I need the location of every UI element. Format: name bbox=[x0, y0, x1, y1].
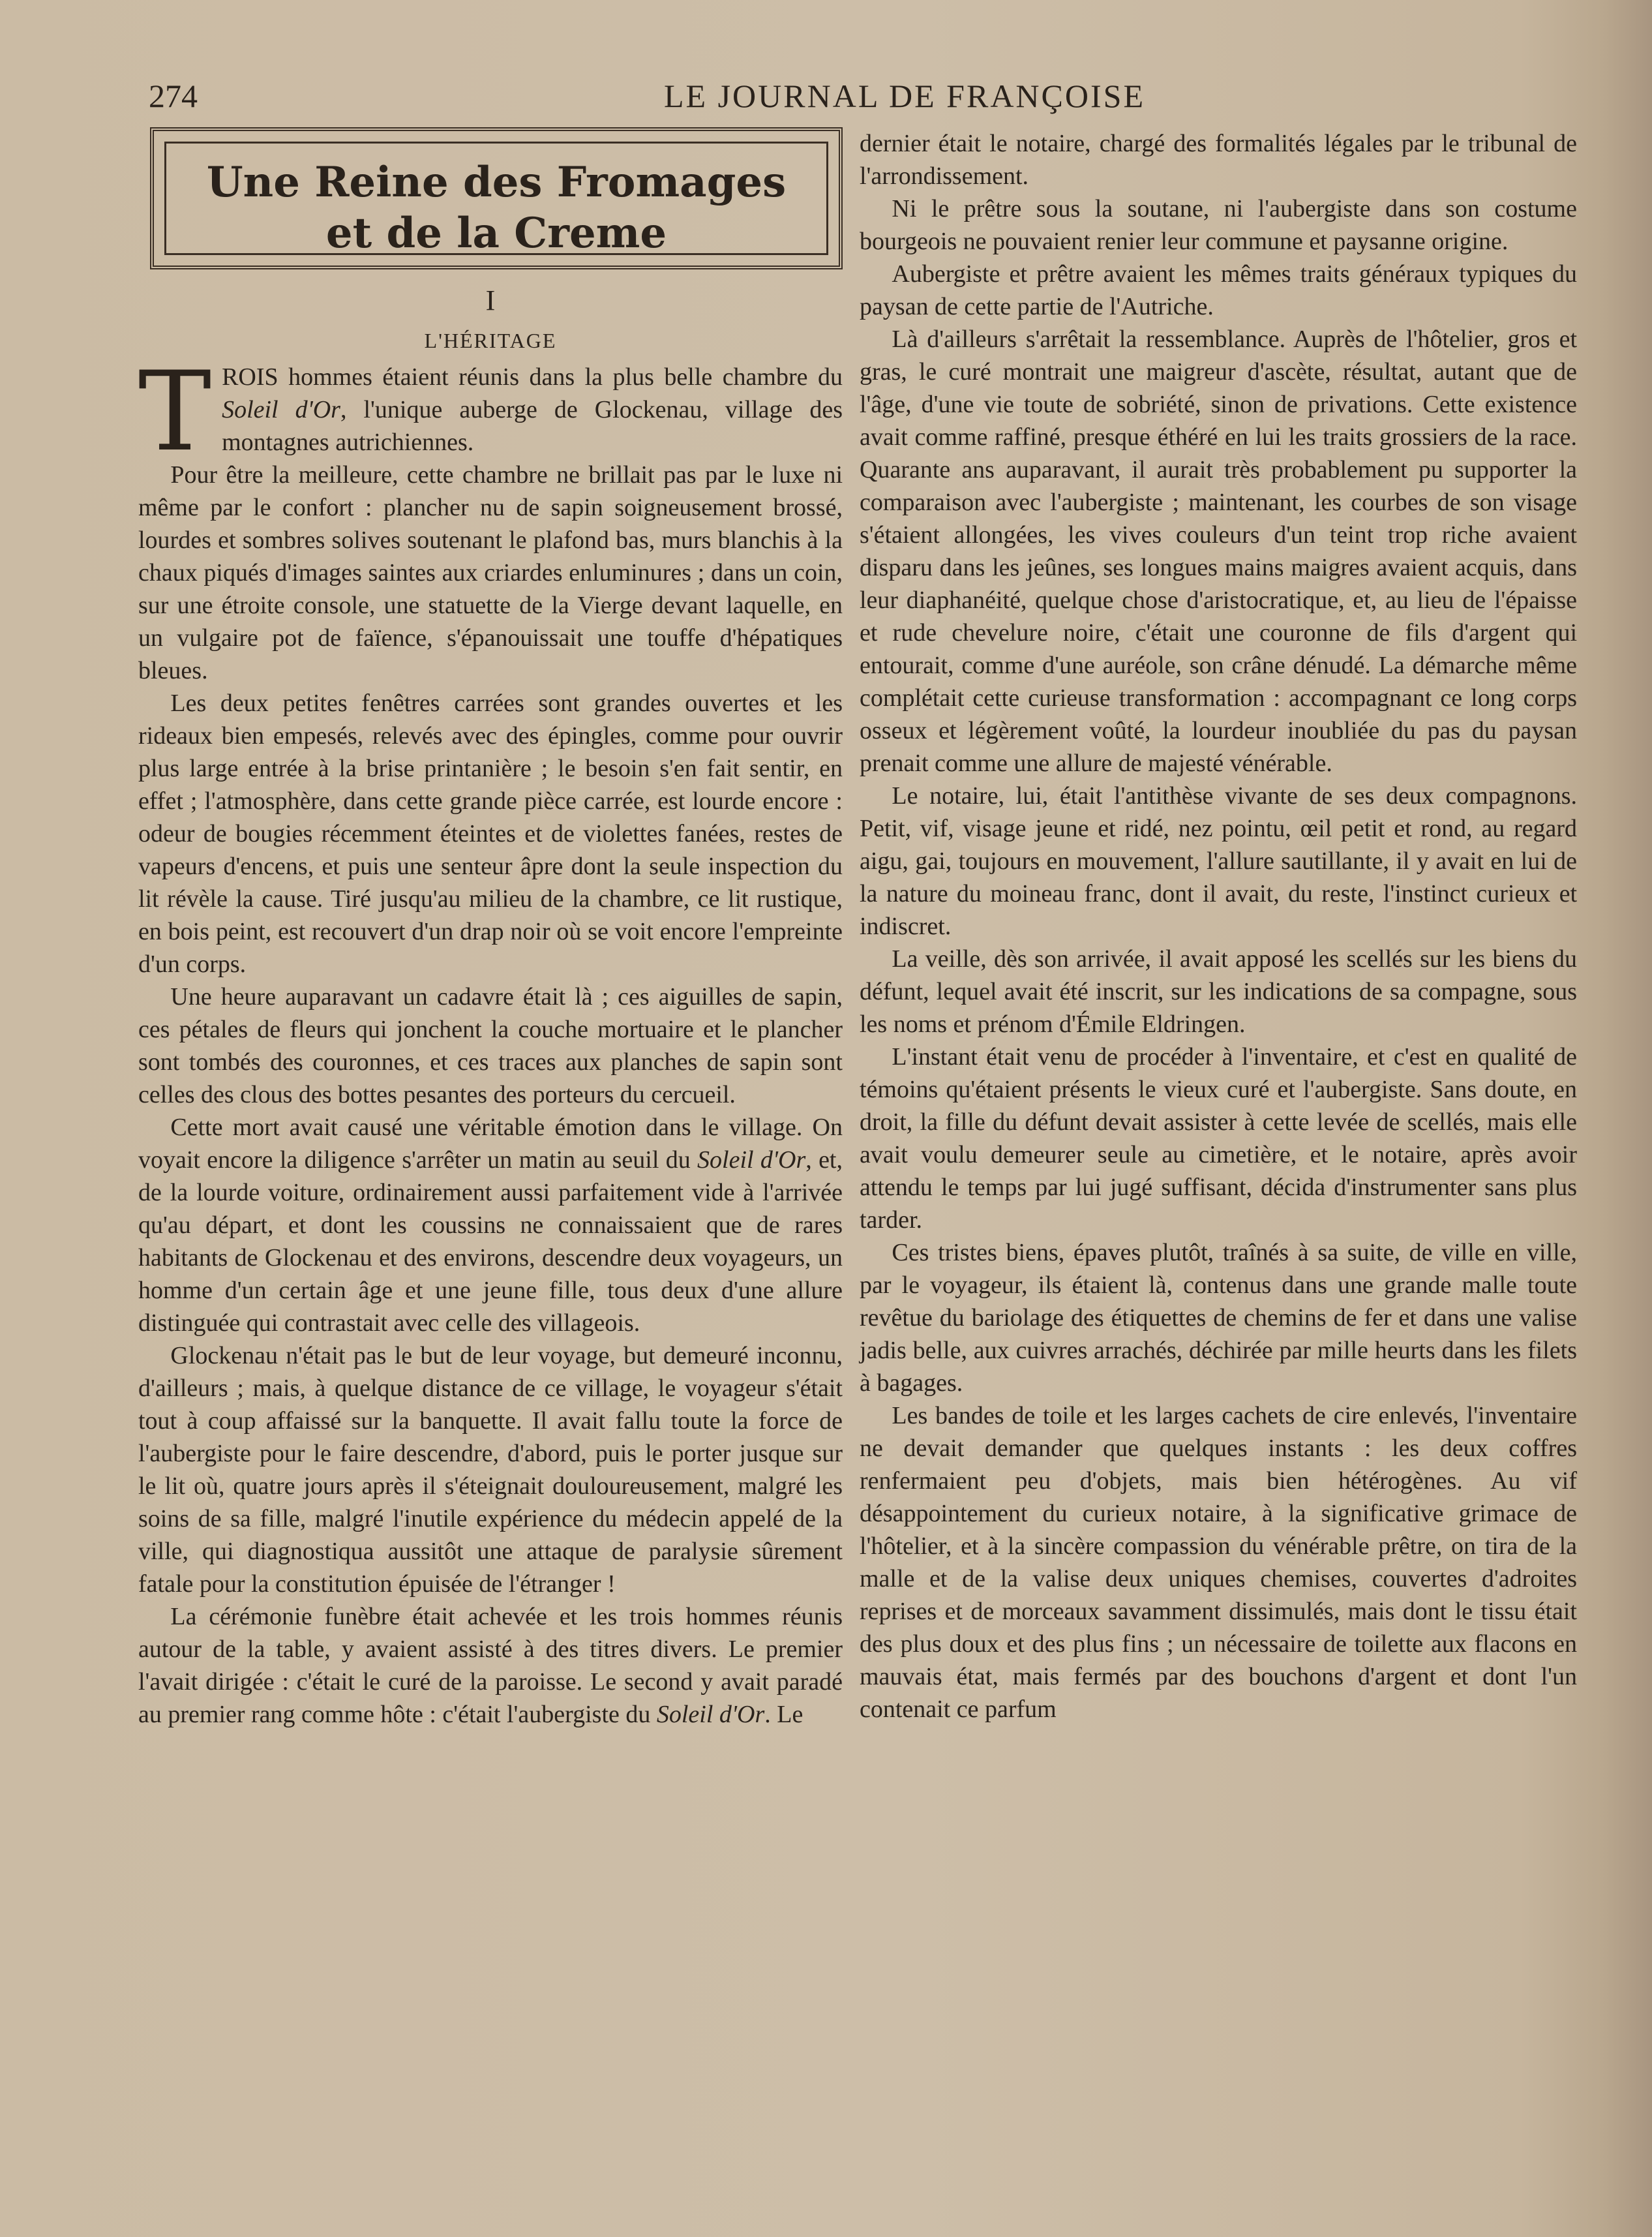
paragraph: Aubergiste et prêtre avaient les mêmes traits généraux typiques du paysan de cette partie de l'Autriche. bbox=[860, 260, 1577, 320]
article-title-line-1: Une Reine des Fromages bbox=[206, 158, 787, 207]
right-column bbox=[860, 127, 1577, 1726]
paragraph: Ni le prêtre sous la soutane, ni l'aubergiste dans son costume bourgeois ne pouvaient renier leur commune et paysanne origine. bbox=[860, 195, 1577, 255]
paragraph: Le notaire, lui, était l'antithèse vivante de ses deux compagnons. Petit, vif, visage jeune et ridé, nez pointu, œil petit et rond, au regard aigu, gai, toujours en mouvement, l'allure sautillante, il y avait en lui de la nature du moineau franc, dont il avait, du reste, l'instinct curieux et indiscret. bbox=[860, 782, 1577, 940]
paragraph: Une heure auparavant un cadavre était là ; ces aiguilles de sapin, ces pétales de fleurs qui jonchent la couche mortuaire et le plancher sont tombés des couronnes, et ces traces aux planches de sapin sont celles des clous des bottes pesantes des porteurs du cercueil. bbox=[138, 983, 843, 1108]
paragraph: Ces tristes biens, épaves plutôt, traînés à sa suite, de ville en ville, par le voyageur, ils étaient là, contenus dans une grande malle toute revêtue du bariolage des étiquettes de chemins de fer et dans une valise jadis belle, aux cuivres arrachés, déchirée par mille heurts dans les filets à bagages. bbox=[860, 1239, 1577, 1397]
journal-title: LE JOURNAL DE FRANÇOISE bbox=[664, 78, 1145, 114]
paragraph: Les bandes de toile et les larges cachets de cire enlevés, l'inventaire ne devait demander que quelques instants : les deux coffres renfermaient peu d'objets, mais bien hétérogènes. Au vif désappointement du curieux notaire, à la significative grimace de l'hôtelier, et à la sincère compassion du vénérable prêtre, on tira de la malle et de la valise deux uniques chemises, couvertes d'adroites reprises et de morceaux savamment dissimulés, mais dont le tissu était des plus doux et des plus fins ; un nécessaire de toilette aux flacons en mauvais état, mais fermés par des bouchons d'argent et dont l'un contenait ce parfum bbox=[860, 1402, 1577, 1723]
title-frame bbox=[150, 127, 843, 269]
paragraph: Glockenau n'était pas le but de leur voyage, but demeuré inconnu, d'ailleurs ; mais, à quelque distance de ce village, le voyageur s'était tout à coup affaissé sur la banquette. Il avait fallu toute la force de l'aubergiste pour le faire descendre, d'abord, puis le porter jusque sur le lit où, quatre jours après il s'éteignait douloureusement, malgré les soins de sa fille, malgré l'inutile expérience du médecin appelé de la ville, qui diagnostiqua aussitôt une attaque de paralysie sûrement fatale pour la constitution épuisée de l'étranger ! bbox=[138, 1342, 843, 1598]
drop-cap: T bbox=[138, 348, 212, 476]
paragraph: Pour être la meilleure, cette chambre ne brillait pas par le luxe ni même par le confort : plancher nu de sapin soigneusement brossé, lourdes et sombres solives soutenant le plafond bas, murs blanchis à la chaux piqués d'images saintes aux criardes enluminures ; dans un coin, sur une étroite console, une statuette de la Vierge devant laquelle, en un vulgaire pot de faïence, s'épanouissait une touffe d'hépatiques bleues. bbox=[138, 461, 843, 684]
article-title-line-2: et de la Creme bbox=[325, 209, 667, 258]
paragraph: Là d'ailleurs s'arrêtait la ressemblance. Auprès de l'hôtelier, gros et gras, le curé montrait une maigreur d'ascète, résultat, autant que de l'âge, d'une vie toute de sobriété, sinon de privations. Cette existence avait comme raffiné, presque éthéré en lui les traits grossiers de la race. Quarante ans auparavant, il aurait très probablement pu supporter la comparaison avec l'aubergiste ; maintenant, les courbes de son visage s'étaient allongées, les vives couleurs d'un teint trop riche avaient disparu dans les jeûnes, ses longues mains maigres avaient acquis, dans leur diaphanéité, quelque chose d'aristocratique, et, au lieu de l'épaisse et rude chevelure noire, c'était une couronne de fils d'argent qui entourait, comme d'une auréole, son crâne dénudé. La démarche même complétait cette curieuse transformation : accompagnant ce long corps osseux et légèrement voûté, la lourdeur inoubliée du pas du paysan prenait comme une allure de majesté vénérable. bbox=[860, 326, 1577, 777]
paragraph: Les deux petites fenêtres carrées sont grandes ouvertes et les rideaux bien empesés, relevés avec des épingles, comme pour ouvrir plus large entrée à la brise printanière ; le besoin s'en fait sentir, en effet ; l'atmosphère, dans cette grande pièce carrée, est lourde encore : odeur de bougies récemment éteintes et de violettes fanées, restes de vapeurs d'encens, et puis une senteur âpre dont la seule inspection du lit révèle la cause. Tiré jusqu'au milieu de la chambre, ce lit rustique, en bois peint, est recouvert d'un drap noir où se voit encore l'empreinte d'un corps. bbox=[138, 690, 843, 978]
chapter-number: I bbox=[485, 284, 496, 316]
paragraph: La veille, dès son arrivée, il avait apposé les scellés sur les biens du défunt, lequel avait été inscrit, sur les indications de sa compagne, sous les noms et prénom d'Émile Eldringen. bbox=[860, 945, 1577, 1038]
left-column bbox=[138, 127, 843, 1731]
article-title bbox=[154, 157, 839, 259]
page-number: 274 bbox=[149, 78, 198, 114]
paragraph: La cérémonie funèbre était achevée et les trois hommes réunis autour de la table, y avaient assisté à des titres divers. Le premier l'avait dirigée : c'était le curé de la paroisse. Le second y avait paradé au premier rang comme hôte : c'était l'aubergiste du Soleil d'Or. Le bbox=[138, 1603, 843, 1728]
paragraph: dernier était le notaire, chargé des formalités légales par le tribunal de l'arrondissement. bbox=[860, 130, 1577, 190]
running-head bbox=[149, 77, 1427, 123]
paragraph: L'instant était venu de procéder à l'inventaire, et c'est en qualité de témoins qu'étaient présents le vieux curé et l'aubergiste. Sans doute, en droit, la fille du défunt devait assister à cette levée de scellés, mais elle avait voulu demeurer seule au cimetière, et le notaire, après avoir attendu le temps par lui jugé suffisant, décida d'instrumenter sans plus tarder. bbox=[860, 1043, 1577, 1234]
chapter-title: L'HÉRITAGE bbox=[424, 329, 557, 352]
paragraph: TROIS hommes étaient réunis dans la plus belle chambre du Soleil d'Or, l'unique auberge de Glockenau, village des montagnes autrichiennes. bbox=[138, 348, 843, 476]
paragraph: Cette mort avait causé une véritable émotion dans le village. On voyait encore la diligence s'arrêter un matin au seuil du Soleil d'Or, et, de la lourde voiture, ordinairement aussi parfaitement vide à l'arrivée qu'au départ, et dont les coussins ne connaissaient que de rares habitants de Glockenau et des environs, descendre deux voyageurs, un homme d'un certain âge et une jeune fille, tous deux d'une allure distinguée qui contrastait avec celle des villageois. bbox=[138, 1114, 843, 1337]
